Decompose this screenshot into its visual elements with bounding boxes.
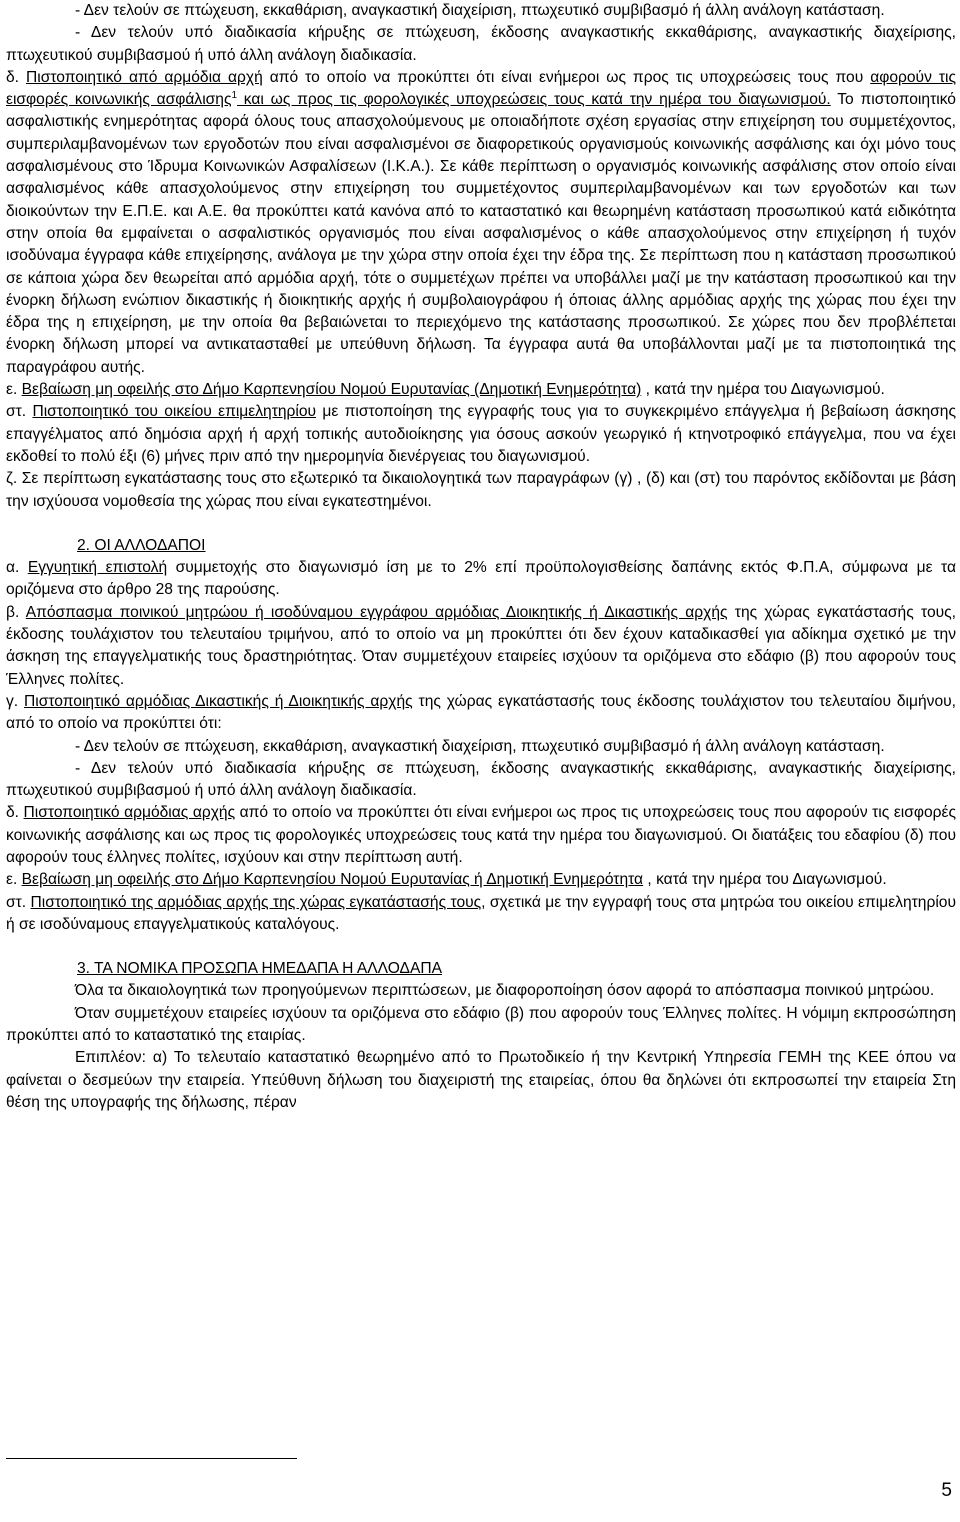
paragraph-text: , κατά την ημέρα του Διαγωνισμού. [641, 381, 885, 399]
underlined-phrase: Βεβαίωση μη οφειλής στο Δήμο Καρπενησίου Νομού Ευρυτανίας (Δημοτική Ενημερότητα) [21, 381, 642, 399]
item-marker: δ. [6, 68, 26, 86]
underlined-phrase: Βεβαίωση μη οφειλής στο Δήμο Καρπενησίου Νομού Ευρυτανίας ή Δημοτική Ενημερότητα [21, 871, 644, 889]
paragraph-bullet-proceedings-2: - Δεν τελούν υπό διαδικασία κήρυξης σε πτώχευση, έκδοσης αναγκαστικής εκκαθάρισης, αναγκαστικής διαχείρισης, πτωχευτικού συμβιβασμού ή υπό άλλη ανάλογη διαδικασία. [6, 759, 956, 800]
paragraph-z-abroad: ζ. Σε περίπτωση εγκατάστασης τους στο εξωτερικό τα δικαιολογητικά των παραγράφων (γ) , (δ) και (στ) του παρόντος εκδίδονται με βάση την ισχύουσα νομοθεσία της χώρας που είναι εγκατεστημένοι. [6, 470, 956, 510]
section-heading-foreigners [6, 535, 956, 557]
paragraph-text: , σχετικά με την εγγραφή τους στα μητρώα του οικείου επιμελητηρίου ή σε ισοδύναμους επαγγελματικούς καταλόγους. [6, 893, 956, 933]
underlined-phrase: Εγγυητική επιστολή [27, 559, 168, 577]
item-marker: ε. [6, 381, 22, 399]
paragraph-text: , κατά την ημέρα του Διαγωνισμού. [643, 871, 887, 889]
paragraph-d-insurance [6, 67, 956, 379]
paragraph-c-certificate [6, 691, 956, 736]
paragraph-text: από το οποίο να προκύπτει ότι είναι ενήμεροι ως προς τις υποχρεώσεις τους που [262, 68, 871, 86]
footnote-marker: 1 [231, 90, 238, 101]
spacer [6, 513, 956, 535]
document-page [6, 0, 956, 1114]
paragraph-bullet-proceedings: - Δεν τελούν υπό διαδικασία κήρυξης σε πτώχευση, έκδοσης αναγκαστικής εκκαθάρισης, αναγκαστικής διαχείρισης, πτωχευτικού συμβιβασμού ή υπό άλλη ανάλογη διαδικασία. [6, 24, 956, 64]
paragraph-text: από το οποίο να προκύπτει ότι είναι ενήμεροι ως προς τις υποχρεώσεις τους που αφορούν τις εισφορές κοινωνικής ασφάλισης και ως προς τις φορολογικές υποχρεώσεις τους κατά την ημέρα του διαγωνισμού. Οι διατάξεις του εδαφίου (δ) που αφορούν τους έλληνες πολίτες, ισχύουν και στην περίπτωση αυτή. [6, 804, 956, 866]
paragraph-all-documents: Όλα τα δικαιολογητικά των προηγούμενων περιπτώσεων, με διαφοροποίηση όσον αφορά το απόσπασμα ποινικού μητρώου. [75, 982, 935, 1000]
paragraph-text: Το πιστοποιητικό ασφαλιστικής ενημερότητας αφορά όλους τους απασχολούμενους με οποιαδήποτε σχέση εργασίας στην επιχείρηση του συμμετέχοντος, συμπεριλαμβανομένων των εργοδοτών που είναι ασφαλισμένοι σε διαφορετικούς οργανισμούς κοινωνικής ασφάλισης και όχι μόνο τους ασφαλισμένους στο Ίδρυμα Κοινωνικών Ασφαλίσεων (Ι.Κ.Α.). Σε κάθε περίπτωση ο οργανισμός κοινωνικής ασφάλισης στον οποίο είναι ασφαλισμένος κάθε απασχολούμενος στην επιχείρηση του συμμετέχοντος συμπεριλαμβανομένων και των εργοδοτών και των διοικούντων την Ε.Π.Ε. και Α.Ε. θα προκύπτει κατά κανόνα από το καταστατικό και θεωρημένη κατάσταση προσωπικού κατά ειδικότητα στην οποία θα εμφαίνεται ο ασφαλιστικός οργανισμός που είναι ασφαλισμένος ο κάθε απασχολούμενος στην επιχείρηση ή τυχόν ισοδύναμα έγγραφα κάθε επιχείρησης, ανάλογα με την χώρα στην οποία έχει την έδρα της. Σε περίπτωση που η κατάσταση προσωπικού σε κάποια χώρα δεν θεωρείται από αρμόδια αρχή, τότε ο συμμετέχων πρέπει να υποβάλλει μαζί με την κατάσταση προσωπικού και την ένορκη δήλωση ενώπιον δικαστικής ή διοικητικής αρχής ή συμβολαιογράφου ή όποιας άλλης αρμόδιας αρχής της χώρας που έχει την έδρα της η επιχείρηση, με την οποία θα βεβαιώνεται το περιεχόμενο της κατάστασης προσωπικού. Σε χώρες που δεν προβλέπεται ένορκη δήλωση μπορεί να αντικατασταθεί με υπεύθυνη δήλωση. Τα έγγραφα αυτά θα υποβάλλονται μαζί με τα πιστοποιητικά της παραγράφου αυτής. [6, 91, 956, 376]
heading-text: 2. ΟΙ ΑΛΛΟΔΑΠΟΙ [77, 536, 206, 554]
underlined-phrase: αφορούν τις εισφορές κοινωνικής ασφάλισης [6, 68, 956, 109]
underlined-phrase: Πιστοποιητικό αρμόδιας αρχής [23, 804, 236, 822]
paragraph-text: της χώρας εγκατάστασής τους, έκδοσης τουλάχιστον του τελευταίου τριμήνου, από το οποίο να μη προκύπτει ότι δεν έχουν καταδικασθεί για αδίκημα σχετικό με την άσκηση της επαγγελματικής τους δραστηριότητας. Όταν συμμετέχουν εταιρείες ισχύουν τα οριζόμενα στο εδάφιο (β) που αφορούν τους Έλληνες πολίτες. [6, 603, 956, 688]
item-marker: στ. [6, 893, 31, 911]
paragraph-bullet-bankruptcy: - Δεν τελούν σε πτώχευση, εκκαθάριση, αναγκαστική διαχείριση, πτωχευτικό συμβιβασμό ή άλλη ανάλογη κατάσταση. [75, 2, 885, 19]
paragraph-st-registry [6, 892, 956, 937]
spacer [6, 936, 956, 958]
item-marker: δ. [6, 804, 24, 822]
item-marker: γ. [6, 692, 25, 710]
section-heading-legal-entities [6, 958, 956, 980]
underlined-phrase: Πιστοποιητικό της αρμόδιας αρχής της χώρας εγκατάστασής τους [30, 893, 482, 911]
underlined-phrase: Απόσπασμα ποινικού μητρώου ή ισοδύναμου εγγράφου αρμόδιας Διοικητικής ή Δικαστικής αρχής [25, 603, 728, 621]
paragraph-a-guarantee [6, 557, 956, 602]
heading-text: 3. ΤΑ ΝΟΜΙΚΑ ΠΡΟΣΩΠΑ ΗΜΕΔΑΠΑ Η ΑΛΛΟΔΑΠΑ [77, 960, 443, 978]
paragraph-e-municipality [6, 379, 956, 401]
paragraph-additionally: Επιπλέον: α) Το τελευταίο καταστατικό θεωρημένο από το Πρωτοδικείο ή την Κεντρική Υπηρεσία ΓΕΜΗ της ΚΕΕ όπου να φαίνεται ο δεσμεύων την εταιρεία. Υπεύθυνη δήλωση του διαχειριστή της εταιρείας, όπου θα δηλώνει ότι εκπροσωπεί την εταιρεία Στη θέση της υπογραφής της δήλωσης, πέραν [6, 1049, 956, 1111]
item-marker: β. [6, 603, 26, 621]
item-marker: ε. [6, 871, 22, 889]
footnote-separator [6, 1458, 297, 1459]
item-marker: α. [6, 559, 28, 577]
paragraph-e-municipality-2 [6, 869, 956, 891]
paragraph-st-chamber [6, 401, 956, 468]
underlined-phrase: και ως προς τις φορολογικές υποχρεώσεις τους κατά την ημέρα του διαγωνισμού. [237, 91, 831, 109]
page-number: 5 [941, 1480, 952, 1501]
paragraph-d-authority [6, 802, 956, 869]
paragraph-text: με πιστοποίηση της εγγραφής τους για το συγκεκριμένο επάγγελμα ή βεβαίωση άσκησης επαγγέλματος από δημόσια αρχή ή αρχή τοπικής αυτοδιοίκησης για όσους ασκούν γεωργικό ή κτηνοτροφικό επάγγελμα, που να έχει εκδοθεί το πολύ έξι (6) μήνες πριν από την ημερομηνία διενέργειας του διαγωνισμού. [6, 403, 956, 465]
underlined-phrase: Πιστοποιητικό του οικείου επιμελητηρίου [32, 403, 317, 421]
paragraph-b-criminal-record [6, 602, 956, 691]
paragraph-companies: Όταν συμμετέχουν εταιρείες ισχύουν τα οριζόμενα στο εδάφιο (β) που αφορούν τους Έλληνες πολίτες. Η νόμιμη εκπροσώπηση προκύπτει από το καταστατικό της εταιρίας. [6, 1004, 956, 1045]
paragraph-text: της χώρας εγκατάστασής τους έκδοσης τουλάχιστον του τελευταίου διμήνου, από το οποίο να προκύπτει ότι: [6, 692, 956, 733]
underlined-phrase: Πιστοποιητικό από αρμόδια αρχή [25, 68, 263, 86]
item-marker: στ. [6, 403, 33, 421]
underlined-phrase: Πιστοποιητικό αρμόδιας Δικαστικής ή Διοικητικής αρχής [24, 692, 413, 710]
paragraph-bullet-bankruptcy-2: - Δεν τελούν σε πτώχευση, εκκαθάριση, αναγκαστική διαχείριση, πτωχευτικό συμβιβασμό ή άλλη ανάλογη κατάσταση. [75, 737, 885, 755]
paragraph-text: συμμετοχής στο διαγωνισμό ίση με το 2% επί προϋπολογισθείσης δαπάνης εκτός Φ.Π.Α, σύμφωνα με τα οριζόμενα στο άρθρο 28 της παρούσης. [6, 559, 956, 599]
